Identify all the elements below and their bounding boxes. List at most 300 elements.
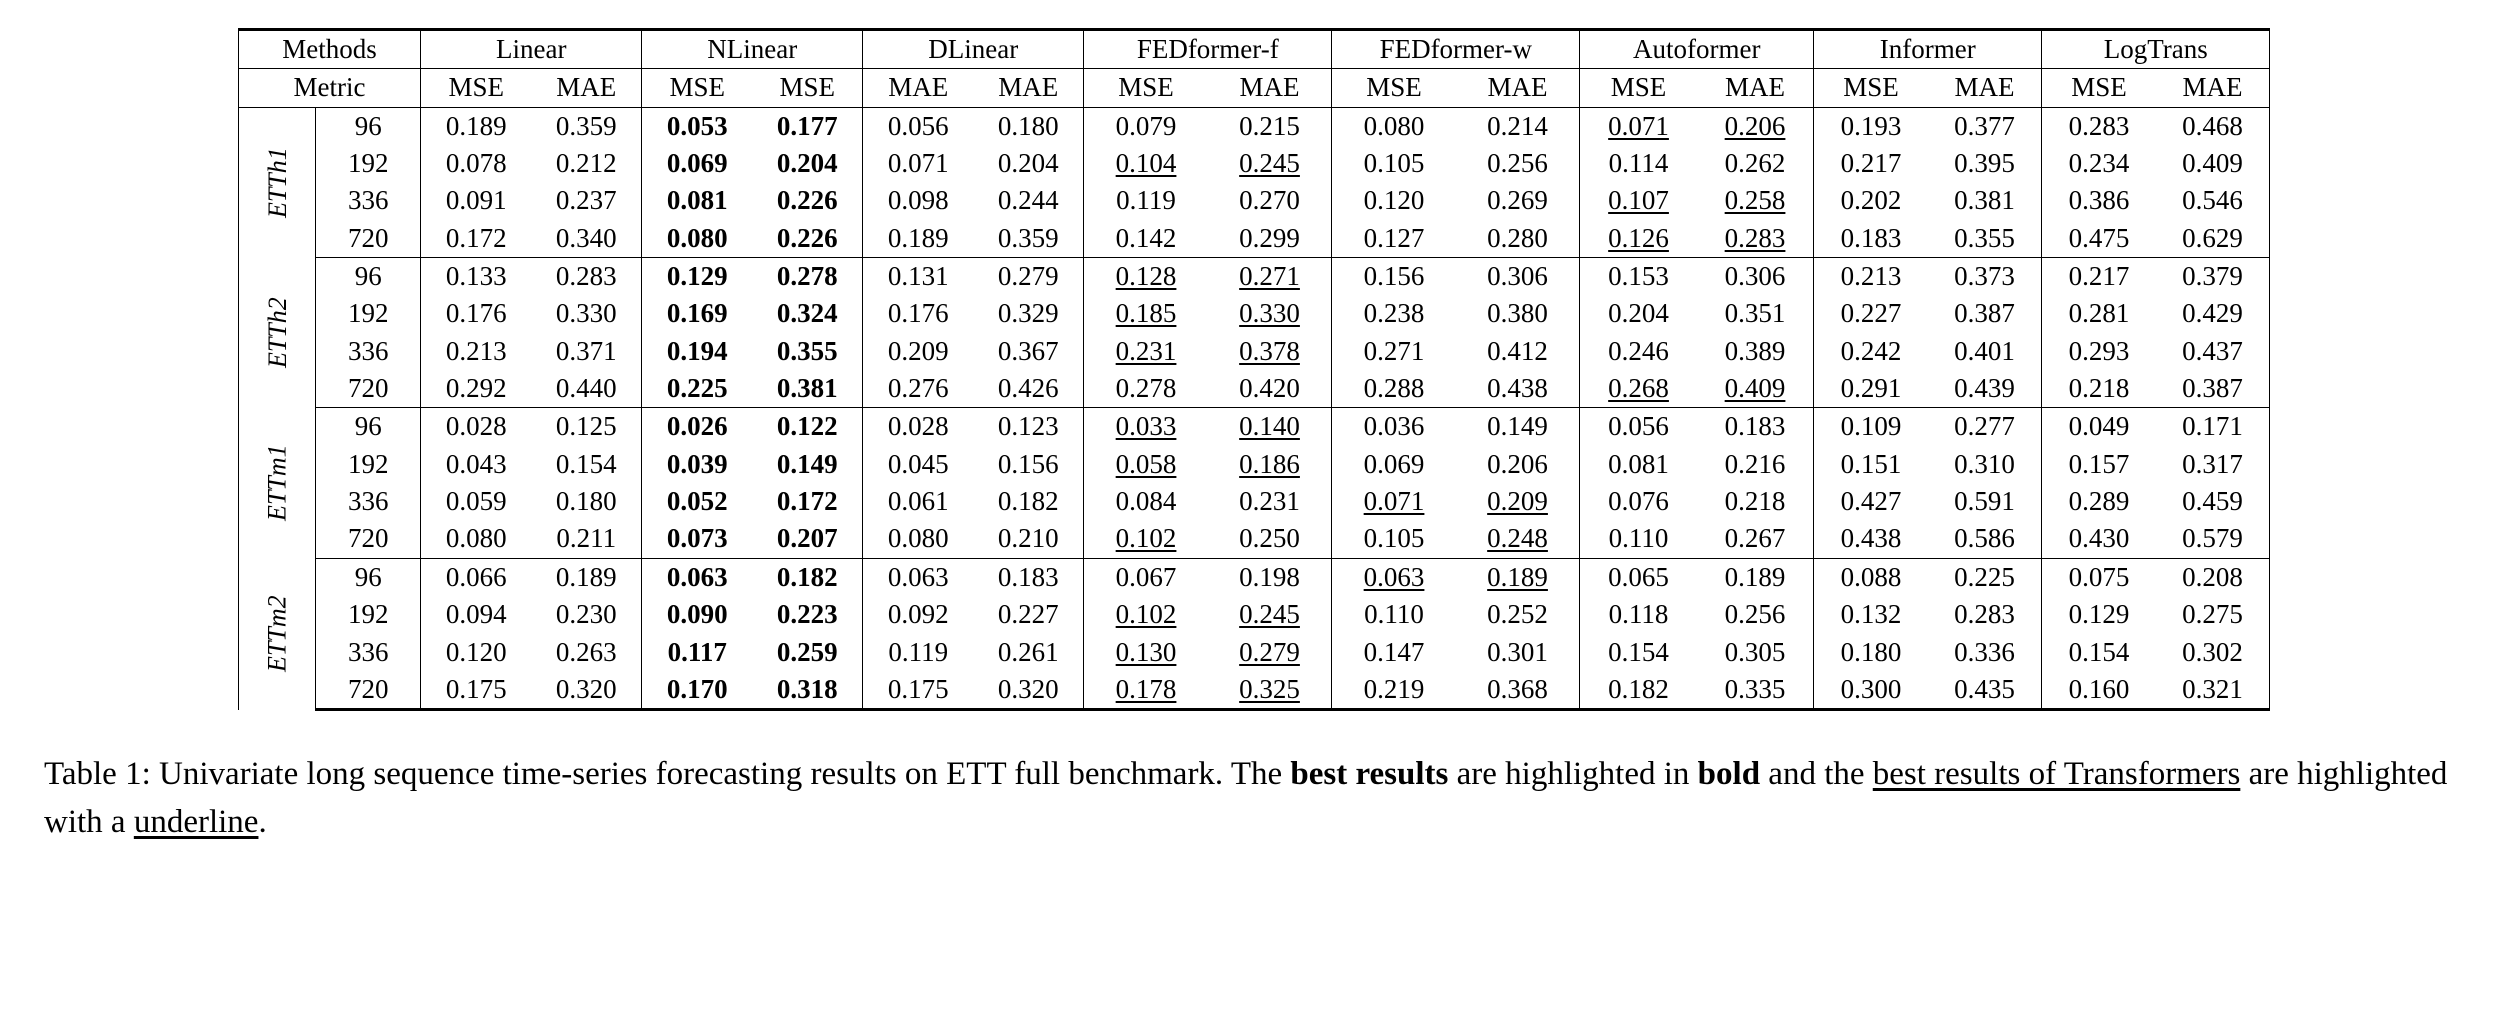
value-cell: 0.067 xyxy=(1084,558,1208,596)
value-cell: 0.395 xyxy=(1928,145,2042,182)
value-cell: 0.291 xyxy=(1814,370,1928,408)
value-cell: 0.056 xyxy=(1580,408,1697,446)
value-cell: 0.283 xyxy=(1928,596,2042,633)
value-cell: 0.118 xyxy=(1580,596,1697,633)
value-cell: 0.105 xyxy=(1332,145,1456,182)
metric-autoformer-2: MAE xyxy=(1697,69,1814,107)
metric-header: Metric xyxy=(238,69,421,107)
value-cell: 0.227 xyxy=(973,596,1084,633)
value-cell: 0.185 xyxy=(1084,295,1208,332)
value-cell: 0.059 xyxy=(421,483,532,520)
value-cell: 0.215 xyxy=(1208,107,1332,145)
value-cell: 0.387 xyxy=(2156,370,2270,408)
value-cell: 0.120 xyxy=(421,634,532,671)
methods-header: Methods xyxy=(238,30,421,69)
method-group-autoformer: Autoformer xyxy=(1580,30,1814,69)
value-cell: 0.132 xyxy=(1814,596,1928,633)
value-cell: 0.579 xyxy=(2156,520,2270,558)
value-cell: 0.283 xyxy=(531,258,642,296)
value-cell: 0.153 xyxy=(1580,258,1697,296)
value-cell: 0.080 xyxy=(642,220,753,258)
value-cell: 0.198 xyxy=(1208,558,1332,596)
value-cell: 0.114 xyxy=(1580,145,1697,182)
metric-nlinear-1: MSE xyxy=(642,69,753,107)
value-cell: 0.182 xyxy=(1580,671,1697,710)
value-cell: 0.073 xyxy=(642,520,753,558)
value-cell: 0.206 xyxy=(1456,446,1580,483)
value-cell: 0.263 xyxy=(531,634,642,671)
table-row xyxy=(238,295,2270,332)
value-cell: 0.172 xyxy=(752,483,863,520)
value-cell: 0.063 xyxy=(642,558,753,596)
value-cell: 0.427 xyxy=(1814,483,1928,520)
value-cell: 0.231 xyxy=(1208,483,1332,520)
value-cell: 0.080 xyxy=(1332,107,1456,145)
value-cell: 0.212 xyxy=(531,145,642,182)
value-cell: 0.439 xyxy=(1928,370,2042,408)
value-cell: 0.288 xyxy=(1332,370,1456,408)
horizon-cell: 96 xyxy=(316,408,421,446)
value-cell: 0.412 xyxy=(1456,333,1580,370)
value-cell: 0.128 xyxy=(1084,258,1208,296)
value-cell: 0.214 xyxy=(1456,107,1580,145)
horizon-cell: 336 xyxy=(316,483,421,520)
value-cell: 0.435 xyxy=(1928,671,2042,710)
value-cell: 0.270 xyxy=(1208,182,1332,219)
horizon-cell: 720 xyxy=(316,370,421,408)
value-cell: 0.591 xyxy=(1928,483,2042,520)
value-cell: 0.426 xyxy=(973,370,1084,408)
horizon-cell: 192 xyxy=(316,145,421,182)
value-cell: 0.223 xyxy=(752,596,863,633)
value-cell: 0.389 xyxy=(1697,333,1814,370)
metric-dlinear-1: MAE xyxy=(863,69,974,107)
value-cell: 0.317 xyxy=(2156,446,2270,483)
value-cell: 0.438 xyxy=(1814,520,1928,558)
value-cell: 0.133 xyxy=(421,258,532,296)
value-cell: 0.371 xyxy=(531,333,642,370)
metric-linear-2: MAE xyxy=(531,69,642,107)
value-cell: 0.028 xyxy=(421,408,532,446)
value-cell: 0.430 xyxy=(2042,520,2156,558)
table-row xyxy=(238,182,2270,219)
value-cell: 0.305 xyxy=(1697,634,1814,671)
method-group-logtrans: LogTrans xyxy=(2042,30,2270,69)
value-cell: 0.437 xyxy=(2156,333,2270,370)
value-cell: 0.268 xyxy=(1580,370,1697,408)
value-cell: 0.278 xyxy=(1084,370,1208,408)
value-cell: 0.269 xyxy=(1456,182,1580,219)
value-cell: 0.102 xyxy=(1084,520,1208,558)
value-cell: 0.080 xyxy=(421,520,532,558)
value-cell: 0.271 xyxy=(1208,258,1332,296)
value-cell: 0.071 xyxy=(1580,107,1697,145)
metric-informer-2: MAE xyxy=(1928,69,2042,107)
value-cell: 0.440 xyxy=(531,370,642,408)
value-cell: 0.275 xyxy=(2156,596,2270,633)
metric-informer-1: MSE xyxy=(1814,69,1928,107)
dataset-label-ettm2: ETTm2 xyxy=(238,558,316,709)
value-cell: 0.202 xyxy=(1814,182,1928,219)
value-cell: 0.107 xyxy=(1580,182,1697,219)
value-cell: 0.058 xyxy=(1084,446,1208,483)
value-cell: 0.129 xyxy=(642,258,753,296)
value-cell: 0.110 xyxy=(1580,520,1697,558)
value-cell: 0.033 xyxy=(1084,408,1208,446)
dataset-label-ettm1: ETTm1 xyxy=(238,408,316,558)
value-cell: 0.277 xyxy=(1928,408,2042,446)
value-cell: 0.386 xyxy=(2042,182,2156,219)
metric-nlinear-2: MSE xyxy=(752,69,863,107)
value-cell: 0.182 xyxy=(752,558,863,596)
value-cell: 0.056 xyxy=(863,107,974,145)
value-cell: 0.154 xyxy=(2042,634,2156,671)
value-cell: 0.207 xyxy=(752,520,863,558)
value-cell: 0.218 xyxy=(1697,483,1814,520)
value-cell: 0.189 xyxy=(863,220,974,258)
method-group-dlinear: DLinear xyxy=(863,30,1084,69)
value-cell: 0.238 xyxy=(1332,295,1456,332)
value-cell: 0.091 xyxy=(421,182,532,219)
value-cell: 0.092 xyxy=(863,596,974,633)
table-row xyxy=(238,107,2270,145)
value-cell: 0.359 xyxy=(531,107,642,145)
value-cell: 0.267 xyxy=(1697,520,1814,558)
value-cell: 0.080 xyxy=(863,520,974,558)
value-cell: 0.475 xyxy=(2042,220,2156,258)
value-cell: 0.380 xyxy=(1456,295,1580,332)
value-cell: 0.237 xyxy=(531,182,642,219)
value-cell: 0.169 xyxy=(642,295,753,332)
value-cell: 0.119 xyxy=(1084,182,1208,219)
value-cell: 0.036 xyxy=(1332,408,1456,446)
table-row xyxy=(238,483,2270,520)
value-cell: 0.175 xyxy=(863,671,974,710)
value-cell: 0.279 xyxy=(973,258,1084,296)
horizon-cell: 720 xyxy=(316,671,421,710)
value-cell: 0.039 xyxy=(642,446,753,483)
value-cell: 0.183 xyxy=(973,558,1084,596)
value-cell: 0.293 xyxy=(2042,333,2156,370)
caption-part-1: Table 1: Univariate long sequence time-series forecasting results on ETT full benchmark. The xyxy=(44,756,1291,793)
value-cell: 0.081 xyxy=(1580,446,1697,483)
method-group-linear: Linear xyxy=(421,30,642,69)
value-cell: 0.127 xyxy=(1332,220,1456,258)
value-cell: 0.329 xyxy=(973,295,1084,332)
horizon-cell: 720 xyxy=(316,520,421,558)
value-cell: 0.217 xyxy=(2042,258,2156,296)
value-cell: 0.324 xyxy=(752,295,863,332)
value-cell: 0.234 xyxy=(2042,145,2156,182)
value-cell: 0.302 xyxy=(2156,634,2270,671)
value-cell: 0.117 xyxy=(642,634,753,671)
value-cell: 0.088 xyxy=(1814,558,1928,596)
value-cell: 0.429 xyxy=(2156,295,2270,332)
horizon-cell: 96 xyxy=(316,558,421,596)
value-cell: 0.186 xyxy=(1208,446,1332,483)
value-cell: 0.110 xyxy=(1332,596,1456,633)
value-cell: 0.149 xyxy=(752,446,863,483)
value-cell: 0.123 xyxy=(973,408,1084,446)
value-cell: 0.355 xyxy=(1928,220,2042,258)
value-cell: 0.078 xyxy=(421,145,532,182)
value-cell: 0.026 xyxy=(642,408,753,446)
value-cell: 0.629 xyxy=(2156,220,2270,258)
value-cell: 0.226 xyxy=(752,220,863,258)
value-cell: 0.262 xyxy=(1697,145,1814,182)
value-cell: 0.130 xyxy=(1084,634,1208,671)
metric-linear-1: MSE xyxy=(421,69,532,107)
caption-part-2: are highlighted in xyxy=(1448,756,1698,793)
value-cell: 0.377 xyxy=(1928,107,2042,145)
metric-autoformer-1: MSE xyxy=(1580,69,1697,107)
table-row xyxy=(238,596,2270,633)
value-cell: 0.381 xyxy=(752,370,863,408)
value-cell: 0.071 xyxy=(1332,483,1456,520)
value-cell: 0.318 xyxy=(752,671,863,710)
value-cell: 0.049 xyxy=(2042,408,2156,446)
value-cell: 0.245 xyxy=(1208,145,1332,182)
table-row xyxy=(238,558,2270,596)
table-row xyxy=(238,220,2270,258)
value-cell: 0.409 xyxy=(2156,145,2270,182)
value-cell: 0.043 xyxy=(421,446,532,483)
value-cell: 0.242 xyxy=(1814,333,1928,370)
metric-logtrans-2: MAE xyxy=(2156,69,2270,107)
table-row xyxy=(238,333,2270,370)
value-cell: 0.065 xyxy=(1580,558,1697,596)
value-cell: 0.125 xyxy=(531,408,642,446)
value-cell: 0.028 xyxy=(863,408,974,446)
value-cell: 0.261 xyxy=(973,634,1084,671)
value-cell: 0.140 xyxy=(1208,408,1332,446)
value-cell: 0.154 xyxy=(531,446,642,483)
value-cell: 0.340 xyxy=(531,220,642,258)
table-row xyxy=(238,671,2270,710)
value-cell: 0.368 xyxy=(1456,671,1580,710)
value-cell: 0.226 xyxy=(752,182,863,219)
metric-dlinear-2: MAE xyxy=(973,69,1084,107)
value-cell: 0.170 xyxy=(642,671,753,710)
horizon-cell: 336 xyxy=(316,634,421,671)
dataset-label-etth2: ETTh2 xyxy=(238,258,316,408)
value-cell: 0.160 xyxy=(2042,671,2156,710)
value-cell: 0.066 xyxy=(421,558,532,596)
table-header-metric xyxy=(238,69,2270,107)
value-cell: 0.171 xyxy=(2156,408,2270,446)
horizon-cell: 192 xyxy=(316,596,421,633)
value-cell: 0.321 xyxy=(2156,671,2270,710)
value-cell: 0.147 xyxy=(1332,634,1456,671)
value-cell: 0.252 xyxy=(1456,596,1580,633)
value-cell: 0.075 xyxy=(2042,558,2156,596)
value-cell: 0.156 xyxy=(973,446,1084,483)
value-cell: 0.320 xyxy=(973,671,1084,710)
value-cell: 0.061 xyxy=(863,483,974,520)
value-cell: 0.283 xyxy=(2042,107,2156,145)
table-row xyxy=(238,145,2270,182)
method-group-fedformer-w: FEDformer-w xyxy=(1332,30,1580,69)
caption-bold-1: best results xyxy=(1290,756,1449,793)
value-cell: 0.084 xyxy=(1084,483,1208,520)
value-cell: 0.300 xyxy=(1814,671,1928,710)
table-row xyxy=(238,446,2270,483)
value-cell: 0.071 xyxy=(863,145,974,182)
value-cell: 0.246 xyxy=(1580,333,1697,370)
value-cell: 0.213 xyxy=(421,333,532,370)
value-cell: 0.256 xyxy=(1697,596,1814,633)
value-cell: 0.105 xyxy=(1332,520,1456,558)
value-cell: 0.586 xyxy=(1928,520,2042,558)
value-cell: 0.172 xyxy=(421,220,532,258)
value-cell: 0.280 xyxy=(1456,220,1580,258)
dataset-label-etth1: ETTh1 xyxy=(238,107,316,257)
value-cell: 0.281 xyxy=(2042,295,2156,332)
value-cell: 0.193 xyxy=(1814,107,1928,145)
caption-underline-1: best results of Transformers xyxy=(1872,756,2241,793)
value-cell: 0.271 xyxy=(1332,333,1456,370)
value-cell: 0.248 xyxy=(1456,520,1580,558)
horizon-cell: 720 xyxy=(316,220,421,258)
value-cell: 0.149 xyxy=(1456,408,1580,446)
value-cell: 0.189 xyxy=(421,107,532,145)
value-cell: 0.157 xyxy=(2042,446,2156,483)
value-cell: 0.102 xyxy=(1084,596,1208,633)
caption-underline-2: underline xyxy=(133,804,259,841)
method-group-fedformer-f: FEDformer-f xyxy=(1084,30,1332,69)
value-cell: 0.367 xyxy=(973,333,1084,370)
value-cell: 0.204 xyxy=(1580,295,1697,332)
value-cell: 0.189 xyxy=(1456,558,1580,596)
value-cell: 0.459 xyxy=(2156,483,2270,520)
value-cell: 0.045 xyxy=(863,446,974,483)
value-cell: 0.320 xyxy=(531,671,642,710)
value-cell: 0.217 xyxy=(1814,145,1928,182)
value-cell: 0.206 xyxy=(1697,107,1814,145)
value-cell: 0.409 xyxy=(1697,370,1814,408)
value-cell: 0.178 xyxy=(1084,671,1208,710)
value-cell: 0.292 xyxy=(421,370,532,408)
value-cell: 0.219 xyxy=(1332,671,1456,710)
horizon-cell: 96 xyxy=(316,107,421,145)
value-cell: 0.420 xyxy=(1208,370,1332,408)
value-cell: 0.276 xyxy=(863,370,974,408)
value-cell: 0.053 xyxy=(642,107,753,145)
value-cell: 0.120 xyxy=(1332,182,1456,219)
value-cell: 0.289 xyxy=(2042,483,2156,520)
method-group-informer: Informer xyxy=(1814,30,2042,69)
value-cell: 0.306 xyxy=(1456,258,1580,296)
value-cell: 0.231 xyxy=(1084,333,1208,370)
value-cell: 0.104 xyxy=(1084,145,1208,182)
metric-fedformer-f-1: MSE xyxy=(1084,69,1208,107)
value-cell: 0.244 xyxy=(973,182,1084,219)
value-cell: 0.379 xyxy=(2156,258,2270,296)
table-header-methods xyxy=(238,30,2270,69)
value-cell: 0.245 xyxy=(1208,596,1332,633)
value-cell: 0.225 xyxy=(1928,558,2042,596)
value-cell: 0.310 xyxy=(1928,446,2042,483)
value-cell: 0.250 xyxy=(1208,520,1332,558)
value-cell: 0.279 xyxy=(1208,634,1332,671)
value-cell: 0.189 xyxy=(1697,558,1814,596)
value-cell: 0.211 xyxy=(531,520,642,558)
horizon-cell: 192 xyxy=(316,295,421,332)
value-cell: 0.438 xyxy=(1456,370,1580,408)
value-cell: 0.230 xyxy=(531,596,642,633)
table-row xyxy=(238,408,2270,446)
table-row xyxy=(238,370,2270,408)
value-cell: 0.213 xyxy=(1814,258,1928,296)
horizon-cell: 192 xyxy=(316,446,421,483)
value-cell: 0.151 xyxy=(1814,446,1928,483)
caption-bold-2: bold xyxy=(1697,756,1761,793)
method-group-nlinear: NLinear xyxy=(642,30,863,69)
horizon-cell: 336 xyxy=(316,182,421,219)
value-cell: 0.109 xyxy=(1814,408,1928,446)
value-cell: 0.225 xyxy=(642,370,753,408)
value-cell: 0.194 xyxy=(642,333,753,370)
value-cell: 0.259 xyxy=(752,634,863,671)
table-row xyxy=(238,520,2270,558)
value-cell: 0.063 xyxy=(1332,558,1456,596)
value-cell: 0.076 xyxy=(1580,483,1697,520)
value-cell: 0.204 xyxy=(973,145,1084,182)
table-row xyxy=(238,258,2270,296)
value-cell: 0.208 xyxy=(2156,558,2270,596)
metric-fedformer-w-2: MAE xyxy=(1456,69,1580,107)
value-cell: 0.325 xyxy=(1208,671,1332,710)
value-cell: 0.154 xyxy=(1580,634,1697,671)
value-cell: 0.142 xyxy=(1084,220,1208,258)
value-cell: 0.330 xyxy=(531,295,642,332)
value-cell: 0.227 xyxy=(1814,295,1928,332)
value-cell: 0.355 xyxy=(752,333,863,370)
value-cell: 0.283 xyxy=(1697,220,1814,258)
value-cell: 0.359 xyxy=(973,220,1084,258)
caption-part-3: and the xyxy=(1760,756,1873,793)
value-cell: 0.063 xyxy=(863,558,974,596)
value-cell: 0.299 xyxy=(1208,220,1332,258)
value-cell: 0.119 xyxy=(863,634,974,671)
value-cell: 0.336 xyxy=(1928,634,2042,671)
value-cell: 0.180 xyxy=(973,107,1084,145)
caption-part-4: are highlighted with a xyxy=(44,756,2448,841)
horizon-cell: 96 xyxy=(316,258,421,296)
value-cell: 0.209 xyxy=(863,333,974,370)
value-cell: 0.176 xyxy=(863,295,974,332)
metric-fedformer-w-1: MSE xyxy=(1332,69,1456,107)
value-cell: 0.176 xyxy=(421,295,532,332)
value-cell: 0.156 xyxy=(1332,258,1456,296)
value-cell: 0.468 xyxy=(2156,107,2270,145)
value-cell: 0.180 xyxy=(1814,634,1928,671)
value-cell: 0.122 xyxy=(752,408,863,446)
value-cell: 0.129 xyxy=(2042,596,2156,633)
table-row xyxy=(238,634,2270,671)
value-cell: 0.351 xyxy=(1697,295,1814,332)
value-cell: 0.256 xyxy=(1456,145,1580,182)
value-cell: 0.216 xyxy=(1697,446,1814,483)
table-caption xyxy=(44,751,2464,847)
value-cell: 0.069 xyxy=(1332,446,1456,483)
value-cell: 0.210 xyxy=(973,520,1084,558)
value-cell: 0.069 xyxy=(642,145,753,182)
value-cell: 0.218 xyxy=(2042,370,2156,408)
value-cell: 0.177 xyxy=(752,107,863,145)
value-cell: 0.182 xyxy=(973,483,1084,520)
value-cell: 0.301 xyxy=(1456,634,1580,671)
